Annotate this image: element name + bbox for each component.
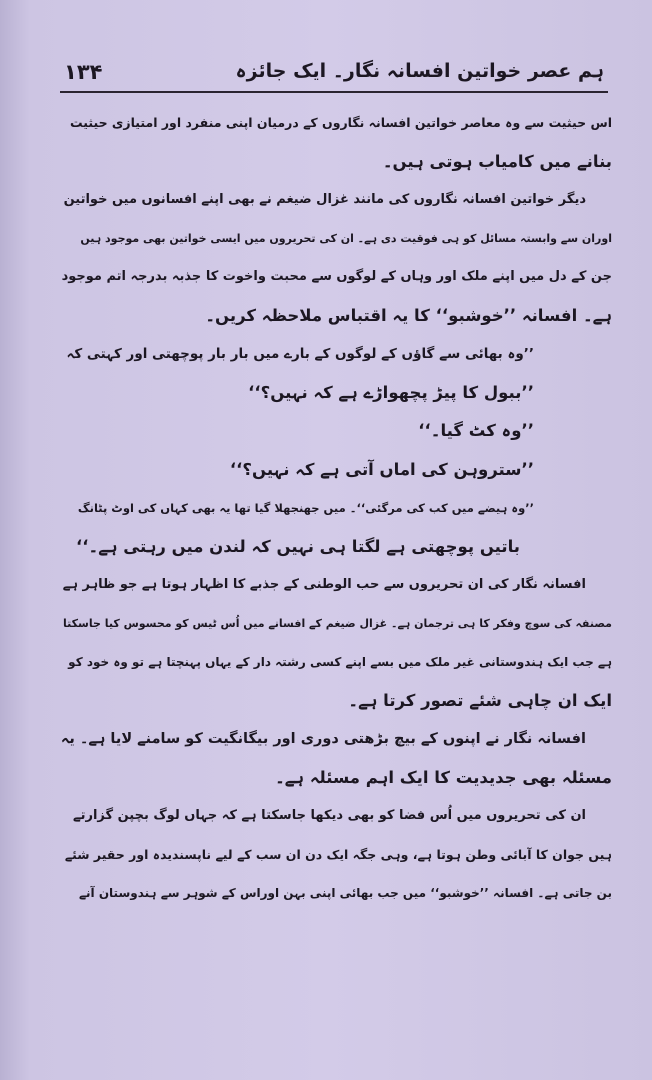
quote-line: ’’وہ بھائی سے گاؤں کے لوگوں کے بارے میں بار بار پوچھتی اور کہتی کہ — [66, 346, 534, 362]
text-line: مصنفہ کی سوچ وفکر کا ہی ترجمان ہے۔ غزال ضیغم کے افسانے میں اُس ٹیس کو محسوس کیا جاسکتا — [63, 616, 612, 630]
quote-line: ’’وہ کٹ گیا۔‘‘ — [418, 421, 534, 440]
header-rule — [60, 91, 608, 93]
quote-line: ’’ببول کا پیڑ پچھواڑے ہے کہ نہیں؟‘‘ — [248, 382, 534, 402]
quote-line: ’’ستروہن کی اماں آتی ہے کہ نہیں؟‘‘ — [229, 459, 534, 479]
text-line: افسانہ نگار کی ان تحریروں سے حب الوطنی کے جذبے کا اظہار ہوتا ہے جو ظاہر ہے — [62, 577, 586, 592]
text-line: دیگر خواتین افسانہ نگاروں کی مانند غزال ضیغم نے بھی اپنے افسانوں میں خواتین — [63, 192, 586, 207]
quote-line: باتیں پوچھتی ہے لگتا ہی نہیں کہ لندن میں رہتی ہے۔‘‘ — [76, 536, 520, 556]
running-title: ہم عصر خواتین افسانہ نگار۔ ایک جائزہ — [235, 60, 604, 82]
text-line: ایک ان چاہی شئے تصور کرتا ہے۔ — [348, 690, 612, 710]
text-line: اوران سے وابستہ مسائل کو ہی فوقیت دی ہے۔ ان کی تحریروں میں ایسی خواتین بھی موجود ہیں — [80, 231, 612, 245]
text-line: جن کے دل میں اپنے ملک اور وہاں کے لوگوں سے محبت واخوت کا جذبہ بدرجہ اتم موجود — [61, 269, 612, 284]
text-line: ان کی تحریروں میں اُس فضا کو بھی دیکھا جاسکتا ہے کہ جہاں لوگ بچپن گزارتے — [72, 808, 586, 823]
page-header — [64, 58, 604, 88]
text-line: ہے جب ایک ہندوستانی غیر ملک میں بسے اپنے کسی رشتہ دار کے یہاں پہنچتا ہے تو وہ خود کو — [68, 655, 612, 669]
text-line: بن جاتی ہے۔ افسانہ ’’خوشبو‘‘ میں جب بھائی اپنی بہن اوراس کے شوہر سے ہندوستان آنے — [78, 886, 612, 900]
text-line: اس حیثیت سے وہ معاصر خواتین افسانہ نگاروں کے درمیان اپنی منفرد اور امتیازی حیثیت — [70, 115, 612, 130]
body-text — [60, 104, 612, 913]
text-line: افسانہ نگار نے اپنوں کے بیچ بڑھتی دوری اور بیگانگیت کو سامنے لایا ہے۔ یہ — [60, 731, 586, 747]
page-number: ۱۳۴ — [64, 60, 103, 84]
quote-line: ’’وہ ہیضے میں کب کی مرگئی‘‘۔ میں جھنجھلا گیا تھا یہ بھی کہاں کی اوٹ پٹانگ — [77, 501, 534, 515]
text-line: ہے۔ افسانہ ’’خوشبو‘‘ کا یہ اقتباس ملاحظہ کریں۔ — [205, 305, 612, 325]
text-line: ہیں جوان کا آبائی وطن ہوتا ہے، وہی جگہ ایک دن ان سب کے لیے ناپسندیدہ اور حقیر شئے — [64, 846, 612, 862]
text-line: بنانے میں کامیاب ہوتی ہیں۔ — [382, 151, 612, 171]
text-line: مسئلہ بھی جدیدیت کا ایک اہم مسئلہ ہے۔ — [275, 767, 612, 787]
